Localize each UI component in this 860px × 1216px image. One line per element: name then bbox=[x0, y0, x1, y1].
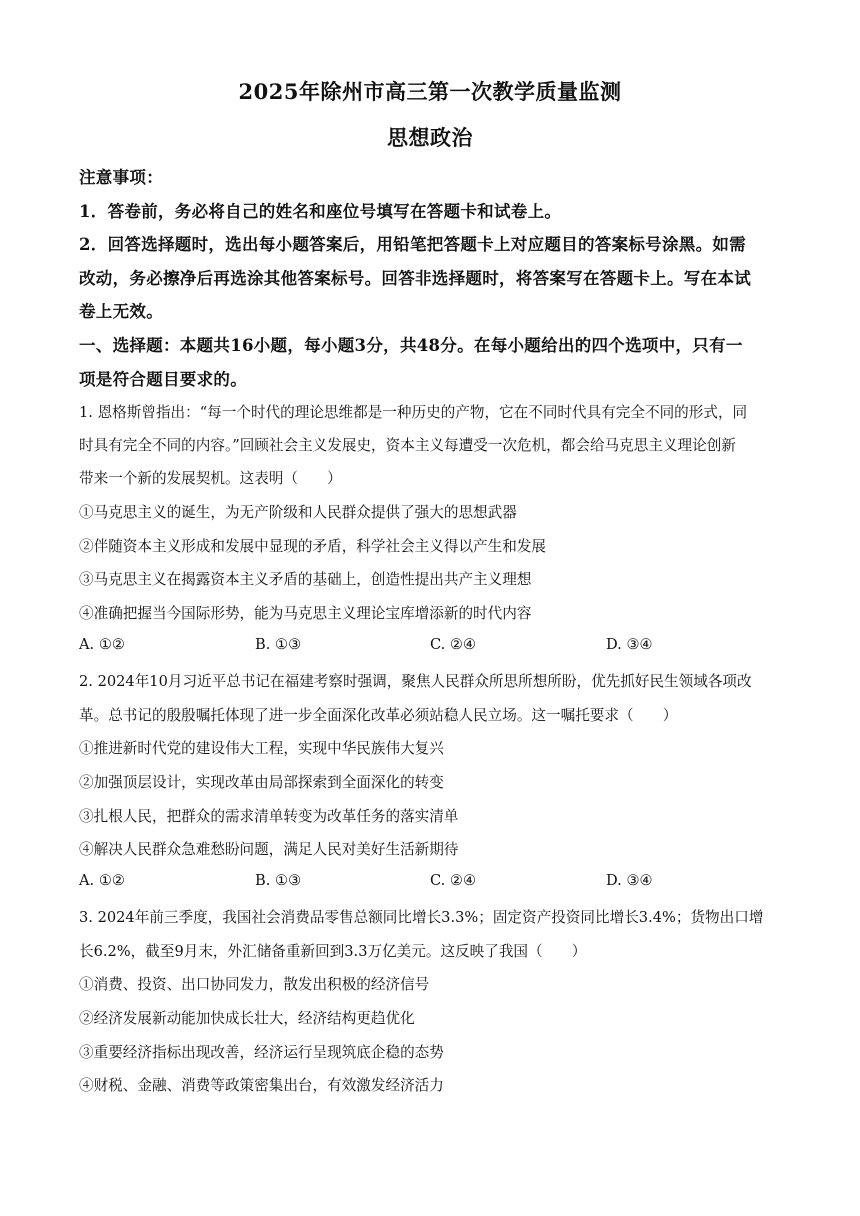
notice-heading: 注意事项： bbox=[79, 168, 163, 187]
exam-subject: 思想政治 bbox=[387, 125, 473, 150]
notice-line: 改动，务必擦净后再选涂其他答案标号。回答非选择题时，将答案写在答题卡上。写在本试 bbox=[79, 269, 751, 288]
notice-line: 卷上无效。 bbox=[79, 302, 163, 321]
question-2-item: ①推进新时代党的建设伟大工程，实现中华民族伟大复兴 bbox=[79, 740, 444, 757]
question-2-option-c: C. ②④ bbox=[430, 872, 477, 889]
question-2-item: ②加强顶层设计，实现改革由局部探索到全面深化的转变 bbox=[79, 774, 444, 791]
question-2-option-d: D. ③④ bbox=[606, 872, 653, 889]
exam-title: 2025年除州市高三第一次教学质量监测 bbox=[238, 79, 622, 104]
question-1-option-b: B. ①③ bbox=[255, 636, 302, 653]
question-2-stem: 2. 2024年10月习近平总书记在福建考察时强调，聚焦人民群众所思所想所盼，优先抓好民生领域各项改 bbox=[79, 673, 752, 690]
question-1-option-a: A. ①② bbox=[79, 636, 125, 653]
question-2-stem: 革。总书记的殷殷嘱托体现了进一步全面深化改革必须站稳人民立场。这一嘱托要求（ ） bbox=[79, 707, 678, 724]
notice-line: 2．回答选择题时，选出每小题答案后，用铅笔把答题卡上对应题目的答案标号涂黑。如需 bbox=[79, 235, 746, 254]
question-2-item: ④解决人民群众急难愁盼问题，满足人民对美好生活新期待 bbox=[79, 841, 459, 858]
question-1-item: ①马克思主义的诞生，为无产阶级和人民群众提供了强大的思想武器 bbox=[79, 504, 517, 521]
question-3-item: ④财税、金融、消费等政策密集出台，有效激发经济活力 bbox=[79, 1077, 444, 1094]
question-1-option-c: C. ②④ bbox=[430, 636, 477, 653]
question-3-item: ③重要经济指标出现改善，经济运行呈现筑底企稳的态势 bbox=[79, 1044, 444, 1061]
question-2-option-a: A. ①② bbox=[79, 872, 125, 889]
question-1-item: ④准确把握当今国际形势，能为马克思主义理论宝库增添新的时代内容 bbox=[79, 605, 532, 622]
question-2-option-b: B. ①③ bbox=[255, 872, 302, 889]
question-3-stem: 3. 2024年前三季度，我国社会消费品零售总额同比增长3.3%；固定资产投资同比增长3.4%；货物出口增 bbox=[79, 909, 764, 926]
question-3-item: ①消费、投资、出口协同发力，散发出积极的经济信号 bbox=[79, 976, 430, 993]
question-3-stem: 长6.2%，截至9月末，外汇储备重新回到3.3万亿美元。这反映了我国（ ） bbox=[79, 943, 587, 960]
question-1-stem: 带来一个新的发展契机。这表明（ ） bbox=[79, 470, 342, 487]
section-heading: 一、选择题：本题共16小题，每小题3分，共48分。在每小题给出的四个选项中，只有一 bbox=[79, 336, 743, 355]
question-1-item: ②伴随资本主义形成和发展中显现的矛盾，科学社会主义得以产生和发展 bbox=[79, 538, 547, 555]
section-heading: 项是符合题目要求的。 bbox=[79, 370, 247, 389]
question-1-item: ③马克思主义在揭露资本主义矛盾的基础上，创造性提出共产主义理想 bbox=[79, 571, 532, 588]
question-1-stem: 时具有完全不同的内容。”回顾社会主义发展史，资本主义每遭受一次危机，都会给马克思主义理论创新 bbox=[79, 437, 736, 454]
question-2-item: ③扎根人民，把群众的需求清单转变为改革任务的落实清单 bbox=[79, 808, 459, 825]
question-1-option-d: D. ③④ bbox=[606, 636, 653, 653]
question-1-stem: 1. 恩格斯曾指出：“每一个时代的理论思维都是一种历史的产物，它在不同时代具有完全不同的形式，同 bbox=[79, 404, 748, 421]
notice-line: 1．答卷前，务必将自己的姓名和座位号填写在答题卡和试卷上。 bbox=[79, 202, 562, 221]
question-3-item: ②经济发展新动能加快成长壮大，经济结构更趋优化 bbox=[79, 1010, 415, 1027]
